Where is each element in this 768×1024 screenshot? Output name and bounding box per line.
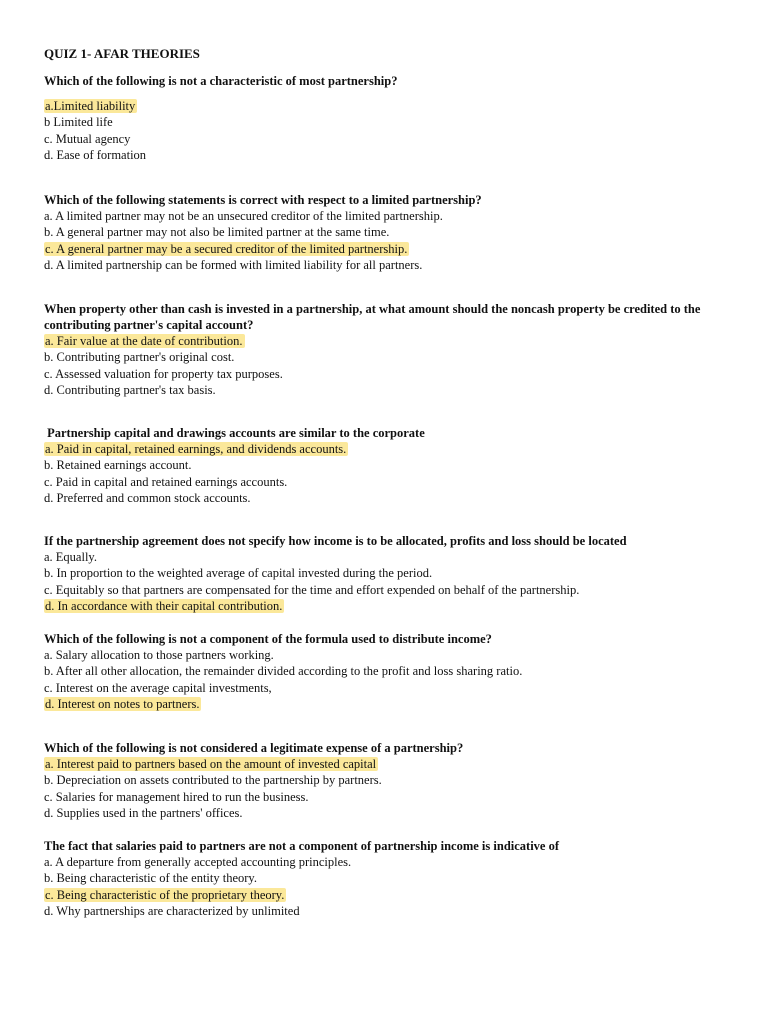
option-d: d. Ease of formation [44, 148, 147, 163]
question-stem: Which of the following is not a component of the formula used to distribute income? [44, 632, 492, 646]
question-stem: Which of the following is not considered a legitimate expense of a partnership? [44, 741, 464, 755]
option-a [44, 98, 744, 114]
option-c: c. Equitably so that partners are compensated for the time and effort expended on behalf of the partnership. [44, 582, 580, 597]
question-stem: The fact that salaries paid to partners are not a component of partnership income is indicative of [44, 839, 560, 853]
option-d [44, 696, 744, 712]
option-b: b. A general partner may not also be limited partner at the same time. [44, 225, 390, 240]
option-b: b. Depreciation on assets contributed to the partnership by partners. [44, 773, 382, 788]
option-c: c. Salaries for management hired to run the business. [44, 789, 309, 804]
option-d: d. Why partnerships are characterized by unlimited [44, 904, 300, 919]
option-c: c. Mutual agency [44, 131, 131, 146]
option-c [44, 887, 744, 903]
option-c [44, 241, 744, 257]
answer-highlight: a. Interest paid to partners based on the amount of invested capital [45, 757, 377, 771]
option-a: a. Salary allocation to those partners working. [44, 648, 274, 662]
option-d: d. Contributing partner's tax basis. [44, 383, 216, 398]
answer-highlight: a. Paid in capital, retained earnings, and dividends accounts. [45, 442, 347, 456]
question-1 [44, 73, 744, 164]
option-b: b. Retained earnings account. [44, 458, 192, 473]
option-d: d. Supplies used in the partners' offices. [44, 806, 243, 821]
answer-highlight: a.Limited liability [45, 99, 136, 113]
quiz-title: QUIZ 1- AFAR THEORIES [44, 46, 200, 61]
question-2 [44, 192, 744, 274]
answer-highlight: a. Fair value at the date of contribution. [45, 334, 243, 348]
question-stem: Partnership capital and drawings accounts are similar to the corporate [44, 426, 425, 440]
option-d [44, 598, 764, 614]
question-3 [44, 301, 744, 399]
question-stem: Which of the following statements is correct with respect to a limited partnership? [44, 193, 482, 207]
option-a [44, 441, 744, 457]
answer-highlight: c. Being characteristic of the proprietary theory. [45, 887, 285, 902]
option-a: a. A limited partner may not be an unsecured creditor of the limited partnership. [44, 209, 443, 223]
question-stem: Which of the following is not a characteristic of most partnership? [44, 74, 398, 88]
answer-highlight: d. In accordance with their capital contribution. [45, 599, 283, 614]
option-b: b Limited life [44, 115, 113, 130]
answer-highlight: d. Interest on notes to partners. [45, 697, 200, 712]
option-c: c. Assessed valuation for property tax purposes. [44, 366, 283, 381]
answer-highlight: c. A general partner may be a secured creditor of the limited partnership. [45, 241, 408, 256]
option-b: b. After all other allocation, the remainder divided according to the profit and loss sharing ratio. [44, 664, 523, 679]
option-c: c. Interest on the average capital investments, [44, 680, 272, 695]
option-a [44, 756, 744, 772]
question-5 [44, 533, 764, 615]
option-b: b. Contributing partner's original cost. [44, 350, 235, 365]
question-6 [44, 631, 744, 713]
option-a [44, 333, 744, 349]
option-a: a. Equally. [44, 550, 97, 564]
question-stem: If the partnership agreement does not specify how income is to be allocated, profits and loss should be located [44, 534, 627, 548]
question-4 [44, 425, 744, 507]
option-a: a. A departure from generally accepted accounting principles. [44, 855, 352, 869]
option-b: b. Being characteristic of the entity theory. [44, 871, 258, 886]
question-8 [44, 838, 744, 920]
question-stem: When property other than cash is invested in a partnership, at what amount should the noncash property be credited to the contributing partner's capital account? [44, 302, 701, 332]
question-7 [44, 740, 744, 822]
option-d: d. Preferred and common stock accounts. [44, 491, 251, 506]
option-b: b. In proportion to the weighted average of capital invested during the period. [44, 566, 433, 581]
option-c: c. Paid in capital and retained earnings accounts. [44, 474, 288, 489]
option-d: d. A limited partnership can be formed with limited liability for all partners. [44, 258, 423, 273]
